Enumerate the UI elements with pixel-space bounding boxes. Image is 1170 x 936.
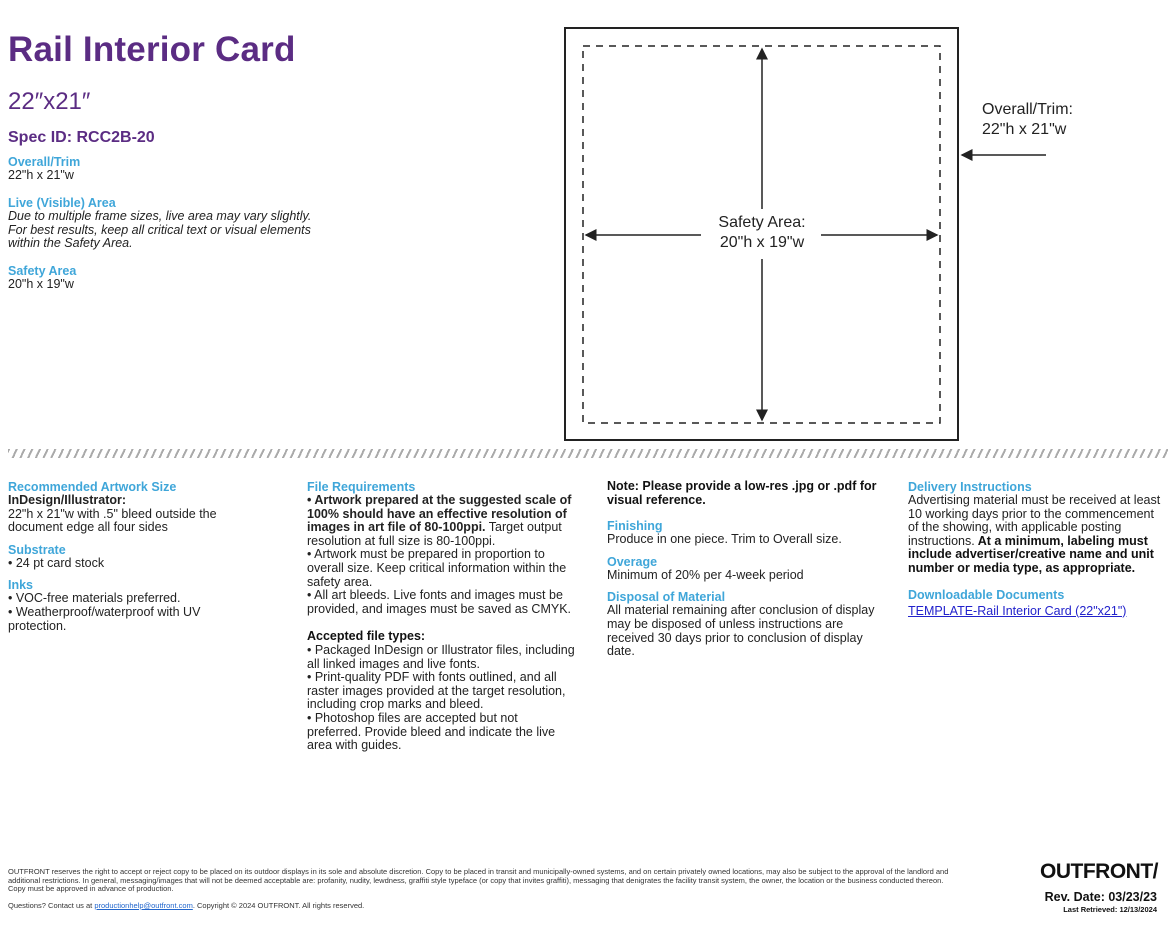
accepted-file-type: • Photoshop files are accepted but not preferred. Provide bleed and indicate the live area with guides. <box>307 710 556 753</box>
revision-date: Rev. Date: 03/23/23 <box>1044 890 1157 904</box>
inks-item: • Weatherproof/waterproof with UV protection. <box>8 604 201 633</box>
delivery-text <box>908 494 1166 576</box>
template-download-link[interactable]: TEMPLATE-Rail Interior Card (22"x21") <box>908 603 1127 618</box>
file-requirements-label: File Requirements <box>307 480 416 494</box>
live-area-text-3: within the Safety Area. <box>8 236 133 250</box>
delivery-text-bold: At a minimum, labeling must include advertiser/creative name and unit number or media type, as appropriate. <box>908 533 1154 575</box>
live-area-text-1: Due to multiple frame sizes, live area may vary slightly. <box>8 209 312 223</box>
last-retrieved-date: Last Retrieved: 12/13/2024 <box>1063 905 1157 914</box>
page-title: Rail Interior Card <box>8 30 296 69</box>
trim-label-line1: Overall/Trim: <box>982 101 1073 118</box>
inks-label: Inks <box>8 578 34 593</box>
outfront-logo: OUTFRONT/ <box>1040 860 1158 883</box>
file-requirement-rest: Target output resolution at full size is 80-100ppi. <box>307 520 562 548</box>
email-link[interactable]: productionhelp@outfront.com <box>94 901 193 910</box>
hatched-divider <box>8 449 1168 458</box>
live-area-spec <box>8 196 311 251</box>
size-diagram <box>564 27 959 441</box>
inks-item: • VOC-free materials preferred. <box>8 591 181 606</box>
overall-trim-spec <box>8 155 80 183</box>
accepted-file-types-label: Accepted file types: <box>307 629 426 644</box>
contact-prefix: Questions? Contact us at <box>8 901 95 910</box>
column-finishing <box>607 480 882 667</box>
spec-id: Spec ID: RCC2B-20 <box>8 129 155 146</box>
copyright-text: . Copyright © 2024 OUTFRONT. All rights reserved. <box>192 901 365 910</box>
substrate-label: Substrate <box>8 542 66 557</box>
delivery-label: Delivery Instructions <box>908 480 1032 494</box>
column-file-requirements <box>307 480 575 761</box>
artwork-size-label: Recommended Artwork Size <box>8 480 177 494</box>
live-area-text-2: For best results, keep all critical text or visual elements <box>8 222 311 237</box>
trim-label-line2: 22"h x 21"w <box>982 121 1067 138</box>
disposal-text: All material remaining after conclusion of display may be disposed of unless instructions are received 30 days prior to conclusion of display date. <box>607 603 875 659</box>
trim-arrow <box>958 148 1050 162</box>
substrate-text: • 24 pt card stock <box>8 555 105 570</box>
downloads-label: Downloadable Documents <box>908 587 1065 602</box>
safety-area-spec <box>8 264 76 292</box>
safety-label-line1: Safety Area: <box>718 214 806 231</box>
finishing-label: Finishing <box>607 519 663 534</box>
contact-line <box>8 901 364 910</box>
file-requirement-item: • All art bleeds. Live fonts and images must be provided, and images must be saved as CMYK. <box>307 588 572 616</box>
safety-area-label: Safety Area <box>8 264 77 278</box>
finishing-text: Produce in one piece. Trim to Overall size. <box>607 532 842 547</box>
safety-label-line2: 20"h x 19"w <box>719 234 805 251</box>
safety-area-diagram-label <box>704 213 820 253</box>
overage-text: Minimum of 20% per 4-week period <box>607 567 804 582</box>
artwork-size-text: 22"h x 21"w with .5" bleed outside the document edge all four sides <box>8 506 217 535</box>
overall-trim-diagram-label <box>982 100 1073 140</box>
overage-label: Overage <box>607 554 658 569</box>
accepted-file-type: • Print-quality PDF with fonts outlined, and all raster images provided at the target resolution, including crop marks and bleed. <box>307 670 566 712</box>
file-requirement-item: • Artwork must be prepared in proportion to overall size. Keep critical information within the safety area. <box>307 547 567 589</box>
column-artwork <box>8 480 258 641</box>
file-requirement-bold: • Artwork prepared at the suggested scale of 100% should have an effective resolution of images in art file of 80-100ppi. <box>307 493 572 535</box>
overall-trim-label: Overall/Trim <box>8 155 81 169</box>
accepted-file-type: • Packaged InDesign or Illustrator files, including all linked images and live fonts. <box>307 642 575 671</box>
overall-trim-value: 22"h x 21"w <box>8 168 74 182</box>
column-delivery <box>908 480 1166 628</box>
visual-reference-note: Note: Please provide a low-res .jpg or .pdf for visual reference. <box>607 479 877 507</box>
safety-area-value: 20"h x 19"w <box>8 277 74 291</box>
file-requirement-main <box>307 494 575 548</box>
delivery-text-main: Advertising material must be received at least 10 working days prior to the commencement of the showing, with applicable posting instructions. <box>908 493 1161 548</box>
size-subtitle: 22″x21″ <box>8 88 91 115</box>
artwork-software: InDesign/Illustrator: <box>8 493 127 507</box>
legal-disclaimer: OUTFRONT reserves the right to accept or reject copy to be placed on its outdoor displays in its sole and absolute discretion. Copy to be placed in transit and municipally-owned systems, and on certain privately owned locations, may also be subject to the approval of the landlord and additional restrictions. In general, messaging/images that will not be deemed acceptable are: profanity, nudity, lewdness, graffiti style typeface (or copy that invites graffiti), messaging that denigrates the facility transit system, the owner, the location or the business conducted thereon. Copy must be approved in advance of production. <box>8 867 949 894</box>
live-area-label: Live (Visible) Area <box>8 196 116 210</box>
disposal-label: Disposal of Material <box>607 590 726 605</box>
